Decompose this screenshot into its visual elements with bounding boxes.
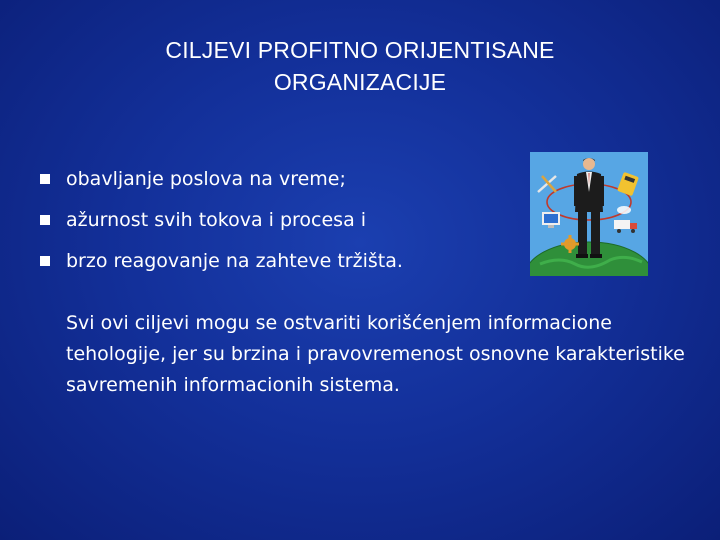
summary-paragraph: Svi ovi ciljevi mogu se ostvariti korišćenjem informacione tehologije, jer su brzina i pravovremenost osnovne karakteristike savremenih informacionih sistema.	[66, 312, 685, 396]
bullet-list	[40, 164, 403, 287]
bullet-text: ažurnost svih tokova i procesa i	[66, 209, 367, 231]
bullet-text: brzo reagovanje na zahteve tržišta.	[66, 250, 403, 272]
square-bullet-icon	[40, 174, 50, 184]
square-bullet-icon	[40, 215, 50, 225]
business-illustration	[530, 152, 648, 276]
slide-title	[0, 34, 720, 98]
slide-title-line-2: ORGANIZACIJE	[273, 69, 447, 95]
square-bullet-icon	[40, 256, 50, 266]
bullet-item	[40, 205, 403, 246]
bullet-text: obavljanje poslova na vreme;	[66, 168, 346, 190]
bullet-item	[40, 246, 403, 287]
slide-title-line-1: CILJEVI PROFITNO ORIJENTISANE	[165, 37, 555, 63]
bullet-item	[40, 164, 403, 205]
